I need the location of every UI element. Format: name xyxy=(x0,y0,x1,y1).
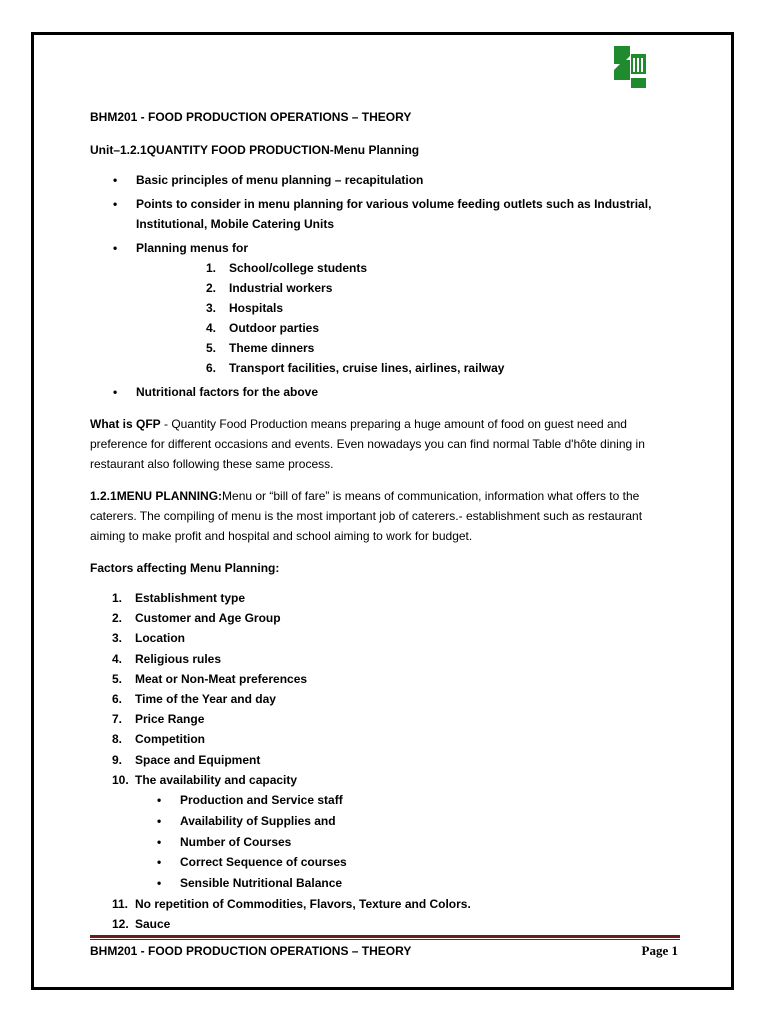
topic-list xyxy=(90,170,680,402)
institute-logo-icon xyxy=(614,46,646,88)
topic-item: • Points to consider in menu planning for various volume feeding outlets such as Industrial, Institutional, Mobile Catering Units xyxy=(90,194,680,234)
footer-divider xyxy=(90,935,680,938)
footer-title: BHM201 - FOOD PRODUCTION OPERATIONS – THEORY xyxy=(90,944,412,958)
menu-planning-lead: 1.2.1MENU PLANNING: xyxy=(90,489,223,503)
topic-item-label: Planning menus for xyxy=(136,241,249,255)
menu-planning-paragraph xyxy=(90,486,680,546)
qfp-lead: What is QFP xyxy=(90,417,161,431)
list-item: 8. Competition xyxy=(112,732,205,747)
list-item: • Correct Sequence of courses xyxy=(135,852,680,873)
list-item: 2. Industrial workers xyxy=(206,281,333,295)
page-number: Page 1 xyxy=(641,943,678,958)
factors-list xyxy=(90,588,680,934)
topic-item: • Basic principles of menu planning – recapitulation xyxy=(90,170,680,190)
list-item: 4. Religious rules xyxy=(112,651,222,666)
document-title: BHM201 - FOOD PRODUCTION OPERATIONS – THEORY xyxy=(90,110,412,124)
qfp-text: - Quantity Food Production means preparing a huge amount of food on guest need and preference for different occasions and events. Even nowadays you can find normal Table d'hôte dining in restaurant also following these same process. xyxy=(90,417,645,471)
list-item: • Sensible Nutritional Balance xyxy=(135,873,680,894)
list-item: 9. Space and Equipment xyxy=(112,752,261,767)
list-item: 5. Theme dinners xyxy=(206,341,315,355)
list-item: 7. Price Range xyxy=(112,712,205,727)
list-item: 3. Location xyxy=(112,631,185,646)
list-item: 6. Transport facilities, cruise lines, airlines, railway xyxy=(206,361,505,375)
topic-item: • Nutritional factors for the above xyxy=(90,382,680,402)
menu-planning-text: Menu or “bill of fare” is means of communication, information what offers to the caterers. The compiling of menu is the most important job of caterers.- establishment such as restaurant aiming to make profit and hospital and school aiming to work for budget. xyxy=(90,489,643,543)
list-item: 10. The availability and capacity • Production and Service staff • Availability of Supplies and • Number of Courses • Correct Sequence of courses • Sensible Nutritional Balance xyxy=(90,770,680,894)
qfp-paragraph xyxy=(90,414,680,474)
list-item: • Number of Courses xyxy=(135,832,680,853)
list-item: 4. Outdoor parties xyxy=(206,321,320,335)
list-item: 12. Sauce xyxy=(112,917,171,932)
unit-heading: Unit–1.2.1QUANTITY FOOD PRODUCTION-Menu Planning xyxy=(90,143,420,157)
list-item: • Availability of Supplies and xyxy=(135,811,680,832)
planning-menus-list xyxy=(136,258,680,378)
footer-divider-thin xyxy=(90,939,680,940)
list-item: 5. Meat or Non-Meat preferences xyxy=(112,671,308,686)
list-item: 2. Customer and Age Group xyxy=(112,611,281,626)
list-item: 11. No repetition of Commodities, Flavors, Texture and Colors. xyxy=(112,897,471,912)
list-item: 1. Establishment type xyxy=(112,591,246,605)
list-item: 6. Time of the Year and day xyxy=(112,692,276,707)
list-item: 3. Hospitals xyxy=(206,301,284,315)
list-item: • Production and Service staff xyxy=(135,790,680,811)
document-body xyxy=(90,110,680,934)
factors-heading: Factors affecting Menu Planning: xyxy=(90,561,280,575)
availability-sublist xyxy=(135,790,680,894)
list-item: 1. School/college students xyxy=(206,261,368,275)
topic-item xyxy=(90,238,680,378)
